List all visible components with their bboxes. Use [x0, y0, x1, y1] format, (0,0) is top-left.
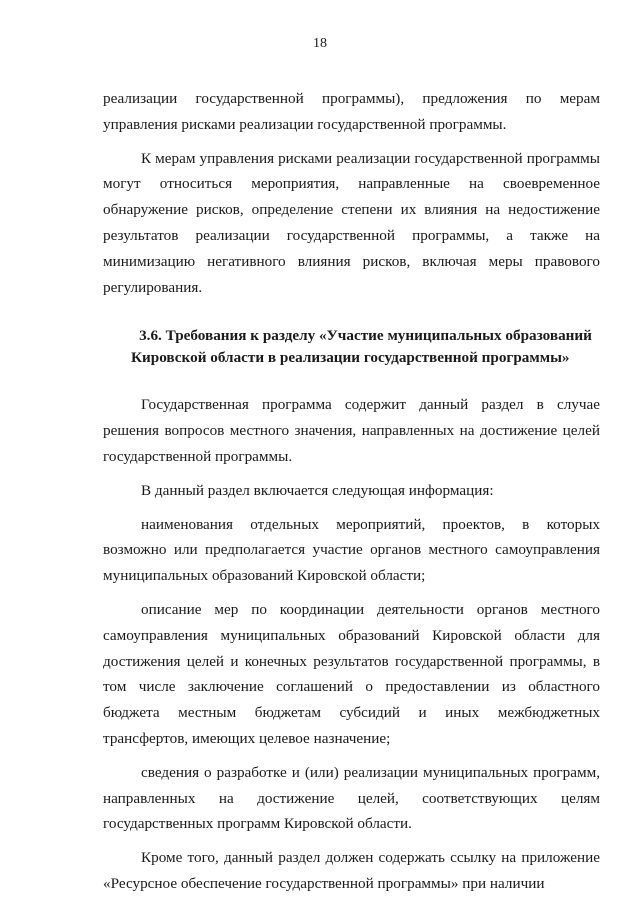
list-item-municipal-programs: сведения о разработке и (или) реализации муниципальных программ, направленных на достижение целей, соответствующих целям государственных программ Кировской области.: [103, 763, 600, 833]
paragraph-risk-measures: К мерам управления рисками реализации государственной программы могут относиться мероприятия, направленные на своевременное обнаружение рисков, определение степени их влияния на недостижение результатов реализации государственной программы, а также на минимизацию негативного влияния рисков, включая меры правового регулирования.: [103, 149, 600, 296]
page-number: 18: [313, 36, 327, 51]
paragraph-gap: [103, 752, 600, 760]
paragraph-gap: [103, 837, 600, 845]
section-heading: 3.6. Требования к разделу «Участие муниципальных образований Кировской области в реализации государственной программы»: [131, 327, 592, 367]
paragraph-section-scope: Государственная программа содержит данный раздел в случае решения вопросов местного значения, направленных на достижение целей государственной программы.: [103, 396, 600, 465]
document-body: [103, 86, 600, 897]
paragraph-gap: [103, 504, 600, 512]
list-item-coordination: описание мер по координации деятельности органов местного самоуправления муниципальных образований Кировской области для достижения целей и конечных результатов государственной программы, в том числе заключение соглашений о предоставлении из областного бюджета местным бюджетам субсидий и иных межбюджетных трансфертов, имеющих целевое назначение;: [103, 600, 600, 747]
list-item-activities: наименования отдельных мероприятий, проектов, в которых возможно или предполагается участие органов местного самоуправления муниципальных образований Кировской области;: [103, 515, 600, 585]
paragraph-info-intro: В данный раздел включается следующая информация:: [141, 481, 494, 499]
paragraph-resource-reference: Кроме того, данный раздел должен содержать ссылку на приложение «Ресурсное обеспечение государственной программы» при наличии: [103, 849, 600, 892]
paragraph-continuation: реализации государственной программы), предложения по мерам управления рисками реализации государственной программы.: [103, 90, 600, 133]
paragraph-gap: [103, 138, 600, 146]
paragraph-gap: [103, 470, 600, 478]
paragraph-gap: [103, 589, 600, 597]
